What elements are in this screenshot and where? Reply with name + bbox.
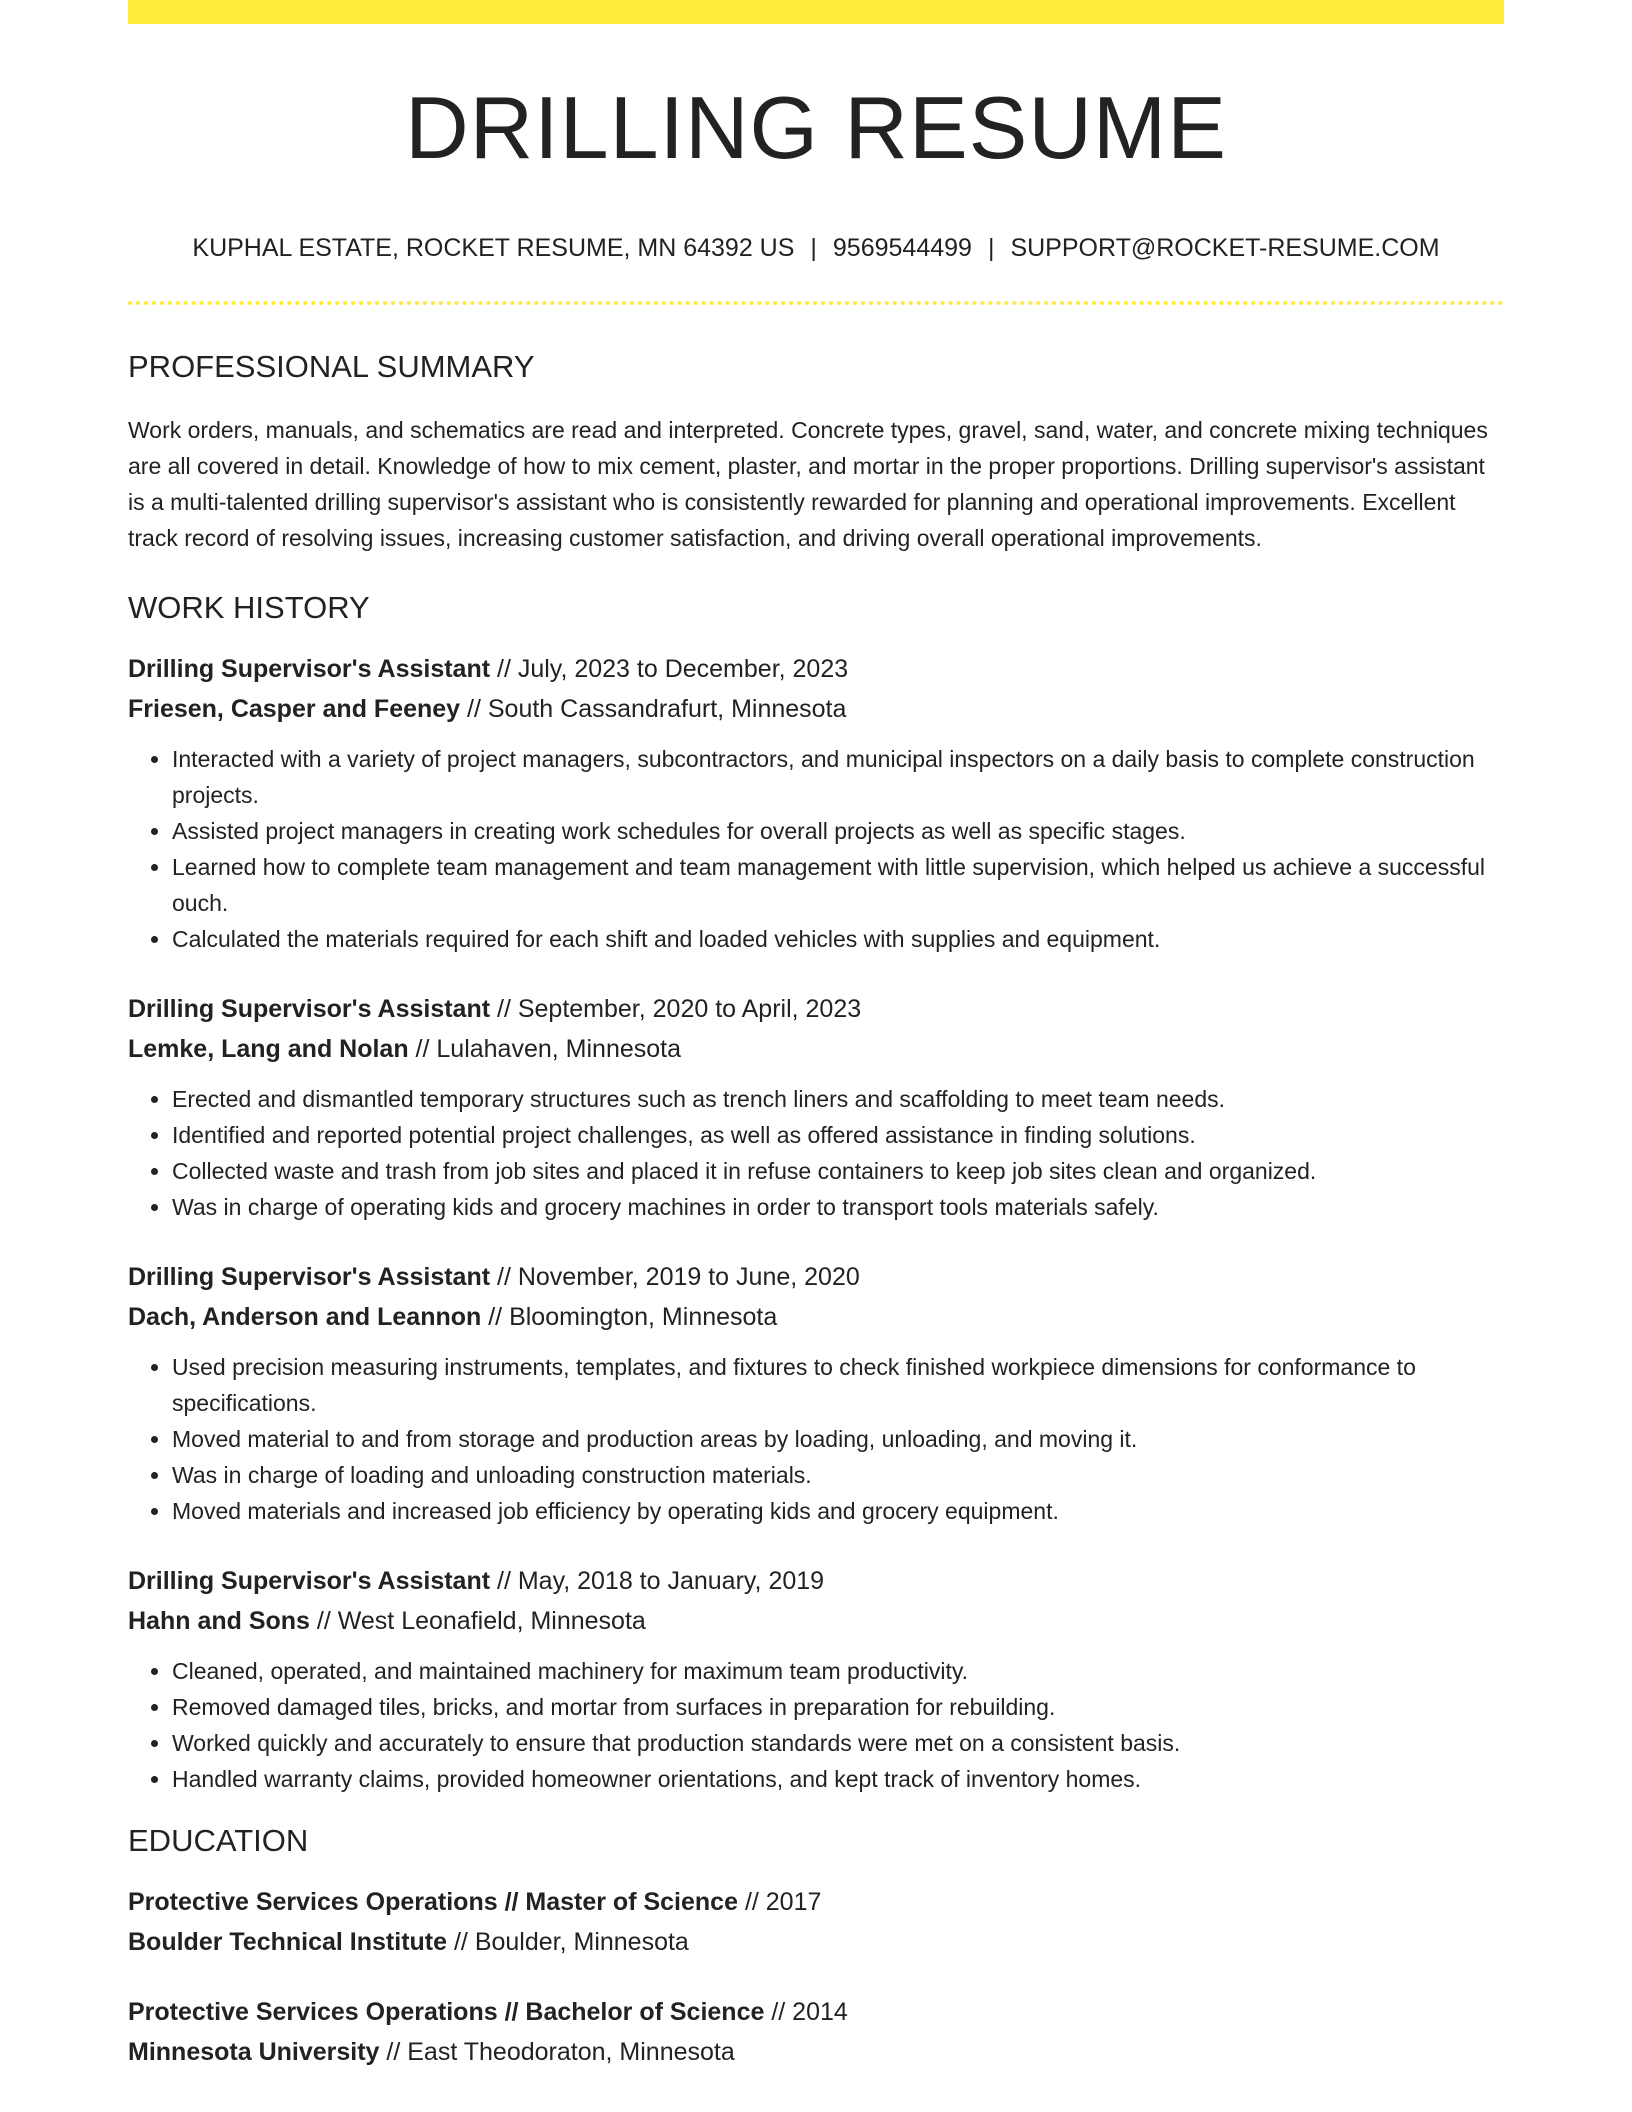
job-bullets — [128, 1081, 1504, 1225]
education-entry — [128, 1992, 1504, 2072]
education-degree: Protective Services Operations // Master of Science — [128, 1888, 738, 1916]
job-title-line — [128, 989, 1504, 1029]
education-location: // East Theodoraton, Minnesota — [379, 2038, 735, 2066]
contact-address: KUPHAL ESTATE, ROCKET RESUME, MN 64392 US — [192, 234, 795, 262]
job-bullet: • Cleaned, operated, and maintained machinery for maximum team productivity. — [172, 1653, 1504, 1689]
education-entry — [128, 1882, 1504, 1962]
job-bullet: • Interacted with a variety of project managers, subcontractors, and municipal inspectors on a daily basis to complete construction projects. — [172, 741, 1504, 813]
contact-separator: | — [987, 234, 995, 262]
job-bullets — [128, 1653, 1504, 1797]
job-company-line — [128, 689, 1504, 729]
job-company-line — [128, 1601, 1504, 1641]
dotted-divider — [128, 301, 1504, 305]
job-title-line — [128, 1561, 1504, 1601]
job-bullet: • Moved material to and from storage and production areas by loading, unloading, and moving it. — [172, 1421, 1504, 1457]
education-degree-line — [128, 1992, 1504, 2032]
job-dates: // November, 2019 to June, 2020 — [490, 1263, 860, 1291]
contact-line — [128, 236, 1504, 261]
education-school-line — [128, 1922, 1504, 1962]
job-bullet: • Removed damaged tiles, bricks, and mortar from surfaces in preparation for rebuilding. — [172, 1689, 1504, 1725]
education-school-line — [128, 2032, 1504, 2072]
job-bullets — [128, 1349, 1504, 1529]
job-dates: // July, 2023 to December, 2023 — [490, 655, 849, 683]
summary-heading: PROFESSIONAL SUMMARY — [128, 349, 535, 384]
education-year: // 2014 — [764, 1998, 848, 2026]
job-entry — [128, 1561, 1504, 1797]
job-location: // Lulahaven, Minnesota — [408, 1035, 682, 1063]
education-year: // 2017 — [738, 1888, 822, 1916]
job-company: Lemke, Lang and Nolan — [128, 1035, 409, 1063]
job-location: // South Cassandrafurt, Minnesota — [460, 695, 847, 723]
job-company: Dach, Anderson and Leannon — [128, 1303, 482, 1331]
job-bullet: • Was in charge of operating kids and grocery machines in order to transport tools materials safely. — [172, 1189, 1504, 1225]
job-bullet: • Was in charge of loading and unloading construction materials. — [172, 1457, 1504, 1493]
job-bullet: • Worked quickly and accurately to ensure that production standards were met on a consistent basis. — [172, 1725, 1504, 1761]
education-school: Boulder Technical Institute — [128, 1928, 448, 1956]
job-position: Drilling Supervisor's Assistant — [128, 1263, 491, 1291]
job-position: Drilling Supervisor's Assistant — [128, 655, 491, 683]
education-degree: Protective Services Operations // Bachelor of Science — [128, 1998, 765, 2026]
job-entry — [128, 989, 1504, 1225]
job-dates: // September, 2020 to April, 2023 — [490, 995, 862, 1023]
job-company-line — [128, 1029, 1504, 1069]
job-title-line — [128, 1257, 1504, 1297]
job-bullet: • Collected waste and trash from job sites and placed it in refuse containers to keep job sites clean and organized. — [172, 1153, 1504, 1189]
work-history-heading: WORK HISTORY — [128, 590, 370, 625]
education-heading: EDUCATION — [128, 1823, 309, 1858]
accent-bar — [128, 0, 1504, 24]
job-dates: // May, 2018 to January, 2019 — [490, 1567, 825, 1595]
job-bullet: • Used precision measuring instruments, templates, and fixtures to check finished workpiece dimensions for conformance to specifications. — [172, 1349, 1504, 1421]
job-bullet: • Erected and dismantled temporary structures such as trench liners and scaffolding to meet team needs. — [172, 1081, 1504, 1117]
job-bullet: • Moved materials and increased job efficiency by operating kids and grocery equipment. — [172, 1493, 1504, 1529]
education-degree-line — [128, 1882, 1504, 1922]
resume-title: DRILLING RESUME — [405, 78, 1227, 177]
education-location: // Boulder, Minnesota — [447, 1928, 689, 1956]
job-bullet: • Assisted project managers in creating work schedules for overall projects as well as specific stages. — [172, 813, 1504, 849]
job-title-line — [128, 649, 1504, 689]
resume-page — [128, 0, 1504, 2072]
summary-text: Work orders, manuals, and schematics are read and interpreted. Concrete types, gravel, sand, water, and concrete mixing techniques are all covered in detail. Knowledge of how to mix cement, plaster, and mortar in the proper proportions. Drilling supervisor's assistant is a multi-talented drilling supervisor's assistant who is consistently rewarded for planning and operational improvements. Excellent track record of resolving issues, increasing customer satisfaction, and driving overall operational improvements. — [128, 417, 1488, 551]
job-bullet: • Handled warranty claims, provided homeowner orientations, and kept track of inventory homes. — [172, 1761, 1504, 1797]
job-company-line — [128, 1297, 1504, 1337]
job-entry — [128, 649, 1504, 957]
job-entry — [128, 1257, 1504, 1529]
job-bullet: • Learned how to complete team management and team management with little supervision, which helped us achieve a successful ouch. — [172, 849, 1504, 921]
job-location: // West Leonafield, Minnesota — [309, 1607, 646, 1635]
job-position: Drilling Supervisor's Assistant — [128, 1567, 491, 1595]
job-company: Hahn and Sons — [128, 1607, 310, 1635]
contact-phone: 9569544499 — [832, 234, 972, 262]
job-bullets — [128, 741, 1504, 957]
job-location: // Bloomington, Minnesota — [481, 1303, 778, 1331]
contact-email: SUPPORT@ROCKET-RESUME.COM — [1010, 234, 1440, 262]
education-school: Minnesota University — [128, 2038, 380, 2066]
job-bullet: • Identified and reported potential project challenges, as well as offered assistance in finding solutions. — [172, 1117, 1504, 1153]
contact-separator: | — [810, 234, 817, 262]
job-position: Drilling Supervisor's Assistant — [128, 995, 491, 1023]
job-company: Friesen, Casper and Feeney — [128, 695, 461, 723]
job-bullet: • Calculated the materials required for each shift and loaded vehicles with supplies and equipment. — [172, 921, 1504, 957]
